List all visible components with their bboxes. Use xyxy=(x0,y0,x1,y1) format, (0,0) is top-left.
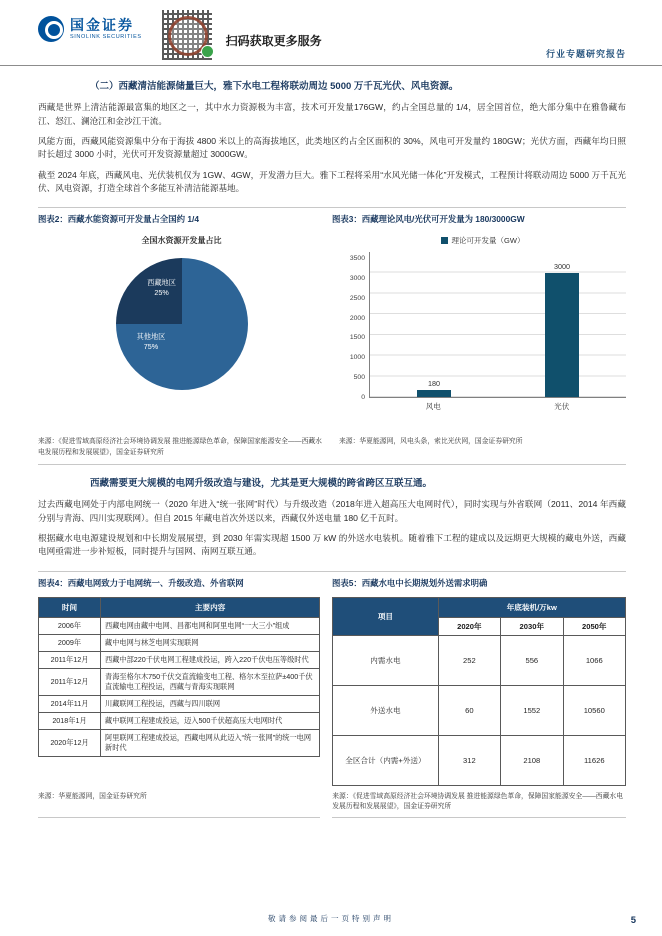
y-tick: 1000 xyxy=(349,354,365,362)
cell-time: 2006年 xyxy=(39,617,101,634)
bar-column xyxy=(543,252,581,397)
table-row xyxy=(333,635,626,685)
table-row xyxy=(39,713,320,730)
hydro-plan-table-wrap xyxy=(332,597,626,786)
section1-heading: （二）西藏清洁能源储量巨大，雅下水电工程将联动周边 5000 万千瓦光伏、风电资源。 xyxy=(90,81,459,92)
cell-value: 252 xyxy=(438,635,500,685)
cell-time: 2014年11月 xyxy=(39,695,101,712)
chart-sources-row xyxy=(38,437,626,465)
pie-slice-value: 25% xyxy=(154,287,169,297)
table-row xyxy=(39,651,320,668)
footer-disclaimer: 敬请参阅最后一页特别声明 xyxy=(268,914,394,923)
cell-time: 2011年12月 xyxy=(39,668,101,695)
table-row xyxy=(333,685,626,735)
y-tick: 3000 xyxy=(349,274,365,282)
figure4-title: 图表4：西藏电网致力于电网统一、升级改造、外省联网 xyxy=(38,577,244,588)
cell-time: 2011年12月 xyxy=(39,651,101,668)
x-tick-wind: 风电 xyxy=(425,402,441,412)
pie-chart-title: 全国水资源开发量占比 xyxy=(141,236,222,246)
pie-slice-label: 其他地区 xyxy=(136,331,166,341)
cell-value: 1552 xyxy=(501,685,563,735)
grid-history-table-wrap xyxy=(38,597,320,786)
water-pie-chart xyxy=(38,233,325,429)
bar xyxy=(417,390,451,397)
col-header-project: 项目 xyxy=(333,597,438,635)
table-header-row xyxy=(39,597,320,617)
pie-label-tibet xyxy=(147,278,176,298)
tables-row xyxy=(38,597,626,786)
cell-time: 2018年1月 xyxy=(39,713,101,730)
bar-y-axis xyxy=(339,252,369,401)
bar-x-axis xyxy=(369,401,626,412)
cell-value: 60 xyxy=(438,685,500,735)
qr-caption: 扫码获取更多服务 xyxy=(225,34,322,48)
logo-cn-text: 国金证券 xyxy=(70,17,134,34)
table-row xyxy=(39,617,320,634)
figure3-title: 图表3：西藏理论风电/光伏可开发量为 180/3000GW xyxy=(332,214,525,225)
table-row xyxy=(39,668,320,695)
charts-row xyxy=(38,233,626,429)
pie-slice-value: 75% xyxy=(143,342,159,352)
pie-label-other xyxy=(137,332,166,352)
bar-column xyxy=(415,252,453,397)
bar-chart-legend xyxy=(339,235,626,246)
page-body xyxy=(0,80,662,824)
figure-title-row-2 xyxy=(38,571,626,589)
section1-para2: 风能方面，西藏风能资源集中分布于海拔 4800 米以上的高海拔地区，此类地区约占全区面积的 30%，风电可开发量约 180GW；光伏方面，西藏年均日照时长超过 3000 小时，光伏可开发资源量超过 3000GW。 xyxy=(38,135,626,160)
figure2-title: 图表2：西藏水能资源可开发量占全国约 1/4 xyxy=(38,214,200,225)
table-row xyxy=(333,735,626,785)
legend-label: 理论可开发量（GW） xyxy=(451,236,525,246)
cell-content: 藏中电网与林芝电网实现联网 xyxy=(101,634,320,651)
table-header-row xyxy=(333,597,626,617)
figure-title-row-1 xyxy=(38,207,626,225)
bar-plot xyxy=(339,252,626,401)
sinolink-logo xyxy=(38,16,142,42)
figure2-source: 来源：《促进雪域高原经济社会环境协调发展 推进能源绿色革命，保障国家能源安全——西藏水电发展历程和发展展望》，国金证券研究所 xyxy=(38,438,322,456)
section2-para1: 过去西藏电网处于内部电网统一（2020 年进入“统一张网”时代）与升级改造（2018年进入超高压大电网时代），同时实现与外省联网（2011、2014 年西藏分别与青海、四川实现联网）。但自 2015 年藏电首次外送以来，西藏仅外送电量 180 亿千瓦时。 xyxy=(38,499,626,523)
table-sources-row xyxy=(38,792,626,824)
y-tick: 2500 xyxy=(349,294,365,302)
year-header: 2020年 xyxy=(438,617,500,635)
cell-project: 全区合计（内需+外送） xyxy=(333,735,438,785)
year-header: 2030年 xyxy=(501,617,563,635)
cell-value: 2108 xyxy=(501,735,563,785)
cell-value: 1066 xyxy=(563,635,625,685)
section1-para3: 截至 2024 年底，西藏风电、光伏装机仅为 1GW、4GW，开发潜力巨大。雅下工程将采用“水风光储一体化”开发模式，工程预计将联动周边 5000 万千瓦光伏、风电资源，打造全球首个多能互补清洁能源基地。 xyxy=(38,169,626,193)
figure5-source: 来源：《促进雪域高原经济社会环境协调发展 推进能源绿色革命，保障国家能源安全——西藏水电发展历程和发展展望》，国金证券研究所 xyxy=(332,792,626,818)
wind-solar-bar-chart xyxy=(339,233,626,429)
y-tick: 2000 xyxy=(349,314,365,322)
section2-para2: 根据藏水电电源建设规划和中长期发展展望，到 2030 年需实现超 1500 万 kW 的外送水电装机。随着雅下工程的建成以及远期更大规模的藏电外送，西藏电网亟需进一步补短板，同时提升与国网、南网互联互通。 xyxy=(38,532,626,557)
cell-value: 11626 xyxy=(563,735,625,785)
col-header-time: 时间 xyxy=(39,597,101,617)
y-tick: 500 xyxy=(353,374,365,382)
cell-content: 青海至格尔木750千伏交直流输变电工程、格尔木至拉萨±400千伏直流输电工程投运，西藏与青海实现联网 xyxy=(101,668,320,695)
bar-plot-area xyxy=(369,252,626,398)
logo-en-text: SINOLINK SECURITIES xyxy=(70,33,142,40)
cell-value: 556 xyxy=(501,635,563,685)
report-type-label: 行业专题研究报告 xyxy=(545,49,626,59)
qr-code-stamp-icon xyxy=(162,10,212,60)
page-number: 5 xyxy=(630,915,636,926)
cell-content: 藏中联网工程建成投运，迈入500千伏超高压大电网时代 xyxy=(101,713,320,730)
col-header-group: 年底装机/万kw xyxy=(438,597,625,617)
y-tick: 1500 xyxy=(349,334,365,342)
cell-project: 外送水电 xyxy=(333,685,438,735)
col-header-content: 主要内容 xyxy=(101,597,320,617)
cell-value: 312 xyxy=(438,735,500,785)
table-row xyxy=(39,695,320,712)
section2-heading: 西藏需要更大规模的电网升级改造与建设，尤其是更大规模的跨省跨区互联互通。 xyxy=(90,478,433,490)
cell-content: 西藏中部220千伏电网工程建成投运，跨入220千伏电压等级时代 xyxy=(101,651,320,668)
bar-value-label: 3000 xyxy=(554,261,570,271)
pie xyxy=(116,258,248,390)
table-row xyxy=(39,730,320,757)
y-tick: 3500 xyxy=(349,255,365,263)
legend-swatch-icon xyxy=(441,237,448,244)
bar-value-label: 180 xyxy=(428,378,440,388)
cell-time: 2020年12月 xyxy=(39,730,101,757)
hydro-plan-table xyxy=(332,597,626,786)
grid-history-table xyxy=(38,597,320,758)
cell-project: 内需水电 xyxy=(333,635,438,685)
figure3-source: 来源：华夏能源网，风电头条，索比光伏网，国金证券研究所 xyxy=(339,438,523,446)
cell-value: 10560 xyxy=(563,685,625,735)
cell-content: 阿里联网工程建成投运，西藏电网从此迈入“统一张网”的统一电网新时代 xyxy=(101,730,320,757)
cell-time: 2009年 xyxy=(39,634,101,651)
cell-content: 西藏电网由藏中电网、昌都电网和阿里电网“一大三小”组成 xyxy=(101,617,320,634)
figure4-source: 来源：华夏能源网，国金证券研究所 xyxy=(38,792,320,818)
sinolink-logo-icon xyxy=(38,16,64,42)
pie-slice-label: 西藏地区 xyxy=(147,277,176,287)
year-header: 2050年 xyxy=(563,617,625,635)
page-header xyxy=(0,0,662,66)
x-tick-solar: 光伏 xyxy=(554,402,570,412)
section1-para1: 西藏是世界上清洁能源最富集的地区之一，其中水力资源极为丰富，技术可开发量176GW，约占全国总量的 1/4，居全国首位，绝大部分集中在雅鲁藏布江、怒江、澜沧江和金沙江干流。 xyxy=(38,102,626,126)
bar xyxy=(545,273,579,397)
y-tick: 0 xyxy=(361,393,365,401)
table-row xyxy=(39,634,320,651)
cell-content: 川藏联网工程投运，西藏与四川联网 xyxy=(101,695,320,712)
figure5-title: 图表5：西藏水电中长期规划外送需求明确 xyxy=(332,577,488,588)
